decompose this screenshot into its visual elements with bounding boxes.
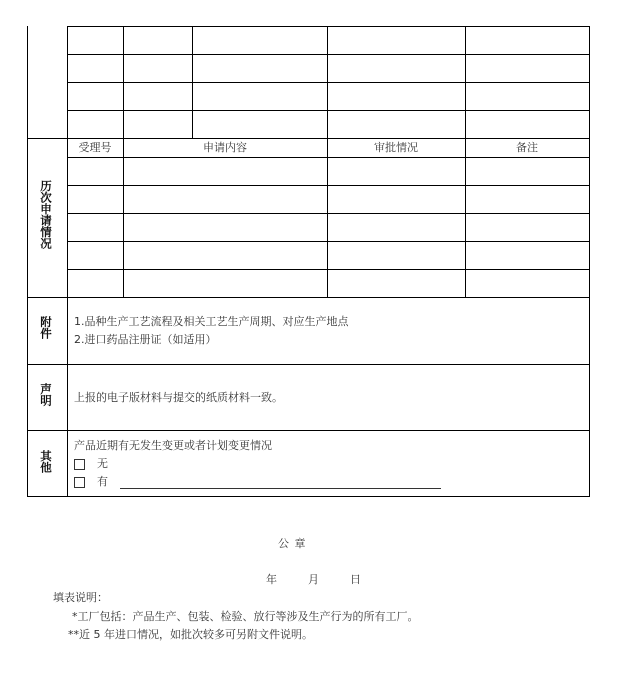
col-line [123, 138, 124, 297]
note-import: **近 5 年进口情况，如批次较多可另附文件说明。 [68, 628, 313, 641]
checkbox-none[interactable] [74, 459, 85, 470]
col-line [192, 26, 193, 138]
row-line [67, 82, 589, 83]
row-line [67, 157, 589, 158]
declaration-section-label: 声明 [39, 383, 53, 406]
row-line [67, 241, 589, 242]
col-line [327, 138, 328, 297]
col-line [123, 26, 124, 138]
row-line [67, 269, 589, 270]
section-line [27, 430, 590, 431]
table-border-bottom [27, 496, 590, 497]
history-section-label: 历次申请情况 [39, 180, 53, 249]
row-line [67, 110, 589, 111]
official-seal-label: 公 章 [278, 537, 307, 550]
option-yes-label: 有 [97, 475, 108, 488]
attachment-item-2: 2.进口药品注册证（如适用） [74, 333, 217, 346]
row-line [67, 26, 589, 27]
row-line [67, 185, 589, 186]
option-none-label: 无 [97, 457, 108, 470]
declaration-text: 上报的电子版材料与提交的纸质材料一致。 [74, 391, 283, 404]
note-factory: *工厂包括：产品生产、包装、检验、放行等涉及生产行为的所有工厂。 [72, 610, 419, 623]
header-accept-no: 受理号 [78, 141, 112, 154]
attachment-item-1: 1.品种生产工艺流程及相关工艺生产周期、对应生产地点 [74, 315, 349, 328]
section-line [27, 138, 590, 139]
col-line [327, 26, 328, 138]
label-column-divider [67, 26, 68, 496]
table-border-right [589, 26, 590, 496]
change-question: 产品近期有无发生变更或者计划变更情况 [74, 439, 272, 452]
section-line [27, 297, 590, 298]
yes-detail-blank-line[interactable] [120, 488, 441, 489]
checkbox-yes[interactable] [74, 477, 85, 488]
col-line [465, 26, 466, 138]
col-line [465, 138, 466, 297]
row-line [67, 213, 589, 214]
notes-title: 填表说明： [53, 591, 108, 604]
section-line [27, 364, 590, 365]
header-apply-content: 申请内容 [203, 141, 247, 154]
other-section-label: 其他 [39, 450, 53, 473]
row-line [67, 54, 589, 55]
date-line: 年 月 日 [266, 573, 364, 586]
header-remarks: 备注 [516, 141, 538, 154]
table-border-left [27, 26, 28, 496]
attachments-section-label: 附件 [39, 316, 53, 339]
header-approval-status: 审批情况 [374, 141, 418, 154]
